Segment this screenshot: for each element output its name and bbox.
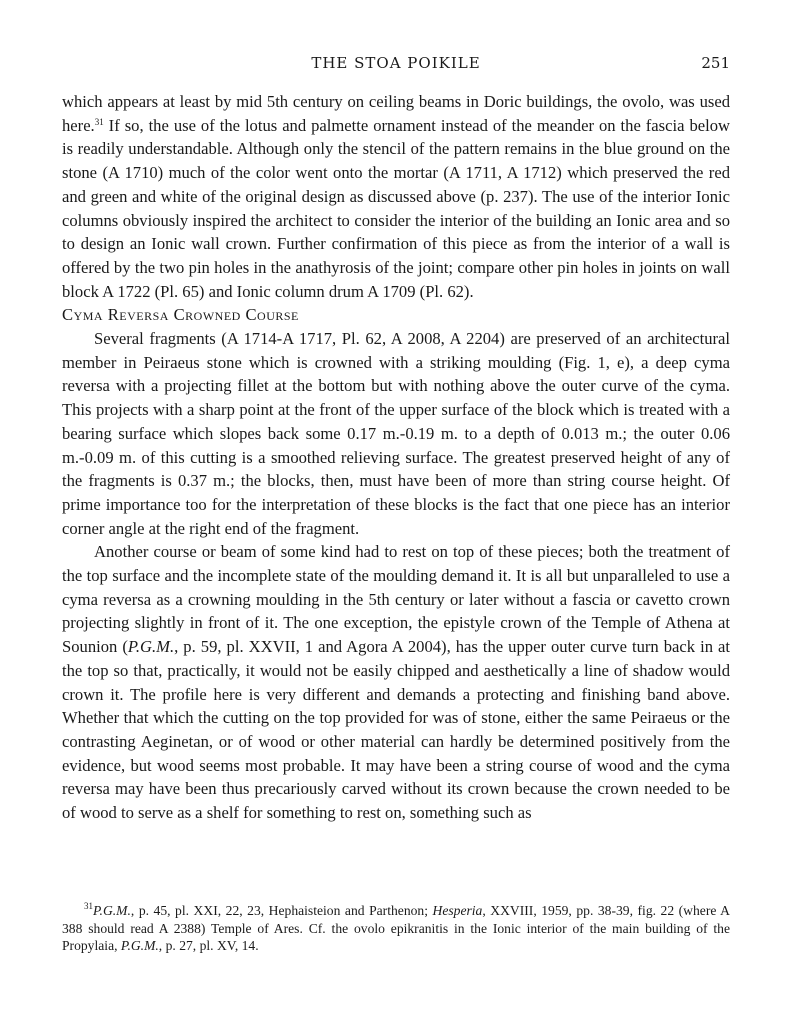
- footnote-ref-31[interactable]: 31: [94, 116, 104, 127]
- footnote-number: 31: [84, 901, 93, 911]
- paragraph-3: [62, 540, 730, 824]
- footnote-31: [62, 902, 730, 955]
- pgm-abbrev: P.G.M.: [127, 637, 175, 657]
- paragraph-3-text-a: Another course or beam of some kind had to rest on top of these pieces; both the treatment of the top surface and the incomplete state of the moulding demand it. It is all but unparalleled to use a cyma reversa as a crowning moulding in the 5th century or later without a fascia or cavetto crown projecting slightly in front of it. The one exception, the epistyle crown of the Temple of Athena at Sounion (: [62, 542, 730, 657]
- footnote-pgm-2: P.G.M.: [120, 938, 159, 953]
- footnote-text-1: , p. 45, pl. XXI, 22, 23, Hephaisteion and Parthenon;: [130, 903, 433, 918]
- page-header: [62, 52, 730, 76]
- footnote-text-2: , XXVIII, 1959, pp. 38-39, fig. 22 (where A 388 should read A 2388) Temple of Ares. Cf. the ovolo epikranitis in the Ionic interior of the main building of the Propylaia,: [62, 903, 730, 953]
- paragraph-2: Several fragments (A 1714-A 1717, Pl. 62, A 2008, A 2204) are preserved of an architectural member in Peiraeus stone which is crowned with a striking moulding (Fig. 1, e), a deep cyma reversa with a projecting fillet at the bottom but with nothing above the outer curve of the cyma. This projects with a sharp point at the front of the upper surface of the block which is treated with a bearing surface which slopes back some 0.17 m.-0.19 m. to a depth of 0.013 m.; the outer 0.06 m.-0.09 m. of this cutting is a smoothed relieving surface. The greatest preserved height of any of the fragments is 0.37 m.; the blocks, then, must have been of more than string course height. Of prime importance too for the interpretation of these blocks is the fact that one piece has an interior corner angle at the right end of the fragment.: [62, 329, 730, 538]
- paragraph-1: [62, 90, 730, 303]
- page-number: 251: [701, 54, 730, 72]
- page: [62, 52, 730, 825]
- footnote-pgm-1: P.G.M.: [93, 903, 131, 918]
- footnote-hesperia: Hesperia: [432, 903, 483, 918]
- section-heading: Cyma Reversa Crowned Course: [62, 305, 299, 325]
- paragraph-1-text-b: If so, the use of the lotus and palmette ornament instead of the meander on the fascia below is readily understandable. Although only the stencil of the pattern remains in the blue ground on the stone (A 1710) much of the color went onto the mortar (A 1711, A 1712) which preserved the red and green and white of the original design as discussed above (p. 237). The use of the interior Ionic columns obviously inspired the architect to consider the interior of the building an Ionic area and so to design an Ionic wall crown. Further confirmation of this piece as from the interior of a wall is offered by the two pin holes in the anathyrosis of the joint; compare other pin holes in joints on wall block A 1722 (Pl. 65) and Ionic column drum A 1709 (Pl. 62).: [62, 115, 730, 301]
- paragraph-1-text-a: which appears at least by mid 5th century on ceiling beams in Doric buildings, the ovolo, was used here.: [62, 92, 730, 135]
- paragraph-3-text-b: , p. 59, pl. XXVII, 1 and Agora A 2004), has the upper outer curve turn back in at the top so that, practically, it would not be easily chipped and aesthetically a line of shadow would crown it. The profile here is very different and demands a protecting and finishing band above. Whether that which the cutting on the top provided for was of stone, either the same Peiraeus or the contrasting Aeginetan, or of wood or other material can hardly be determined positively from the evidence, but wood seems most probable. It may have been a string course of wood and the cyma reversa may have been thus precariously carved without its crown because the crown needed to be of wood to serve as a shelf for something to rest on, something such as: [62, 637, 730, 823]
- footnote-text-3: , p. 27, pl. XV, 14.: [158, 938, 259, 953]
- body-text: [62, 90, 730, 825]
- running-title: THE STOA POIKILE: [311, 54, 481, 72]
